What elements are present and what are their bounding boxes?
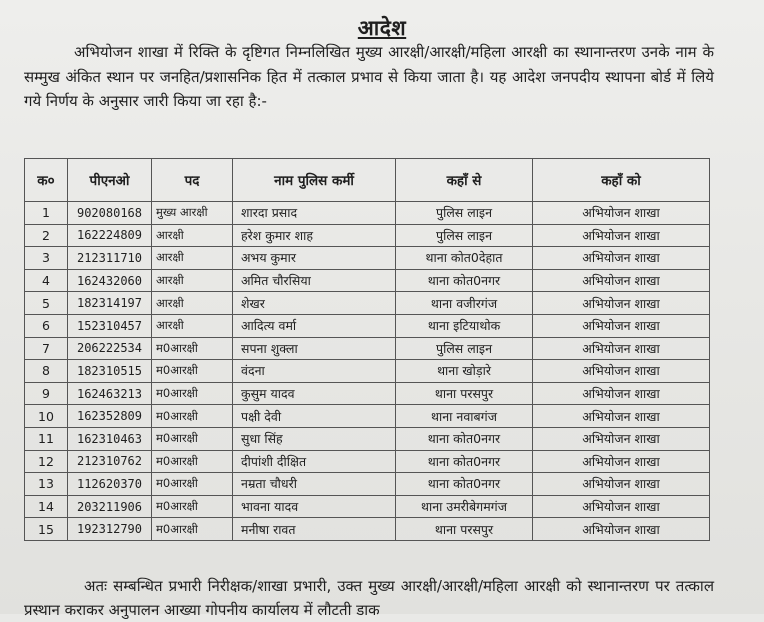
cell-to: अभियोजन शाखा	[533, 518, 710, 541]
cell-from: थाना कोत0नगर	[396, 450, 533, 473]
table-row	[25, 473, 710, 496]
cell-pno: 203211906	[68, 495, 152, 518]
cell-post: आरक्षी	[152, 224, 233, 247]
cell-pno: 162432060	[68, 269, 152, 292]
cell-to: अभियोजन शाखा	[533, 382, 710, 405]
intro-paragraph: अभियोजन शाखा में रिक्ति के दृष्टिगत निम्नलिखित मुख्य आरक्षी/आरक्षी/महिला आरक्षी का स्थानान्तरण उनके नाम के सम्मुख अंकित स्थान पर जनहित/प्रशासनिक हित में तत्काल प्रभाव से किया जाता है। यह आदेश जनपदीय स्थापना बोर्ड में लिये गये निर्णय के अनुसार जारी किया जा रहा है:-	[24, 43, 714, 110]
cell-pno: 182314197	[68, 292, 152, 315]
footer-paragraph: अतः सम्बन्धित प्रभारी निरीक्षक/शाखा प्रभारी, उक्त मुख्य आरक्षी/आरक्षी/महिला आरक्षी को स्थानान्तरण पर तत्काल प्रस्थान कराकर अनुपालन आख्या गोपनीय कार्यालय में लौटती डाक	[24, 577, 714, 619]
cell-post: म0आरक्षी	[152, 518, 233, 541]
cell-pno: 902080168	[68, 202, 152, 225]
cell-to: अभियोजन शाखा	[533, 473, 710, 496]
header-pno: पीएनओ	[68, 159, 152, 202]
cell-from: थाना नवाबगंज	[396, 405, 533, 428]
cell-from: थाना वजीरगंज	[396, 292, 533, 315]
transfer-table	[24, 158, 710, 541]
cell-post: आरक्षी	[152, 269, 233, 292]
cell-sn: 12	[25, 450, 68, 473]
cell-pno: 212311710	[68, 247, 152, 270]
cell-sn: 3	[25, 247, 68, 270]
cell-post: म0आरक्षी	[152, 382, 233, 405]
cell-sn: 6	[25, 314, 68, 337]
cell-to: अभियोजन शाखा	[533, 405, 710, 428]
cell-sn: 4	[25, 269, 68, 292]
cell-pno: 212310762	[68, 450, 152, 473]
cell-from: पुलिस लाइन	[396, 202, 533, 225]
table-row	[25, 314, 710, 337]
cell-sn: 10	[25, 405, 68, 428]
table-row	[25, 518, 710, 541]
cell-from: थाना परसपुर	[396, 382, 533, 405]
cell-from: थाना परसपुर	[396, 518, 533, 541]
cell-to: अभियोजन शाखा	[533, 202, 710, 225]
cell-sn: 9	[25, 382, 68, 405]
cell-post: म0आरक्षी	[152, 495, 233, 518]
table-row	[25, 450, 710, 473]
cell-pno: 206222534	[68, 337, 152, 360]
cell-to: अभियोजन शाखा	[533, 450, 710, 473]
cell-name: वंदना	[233, 360, 396, 383]
table-row	[25, 405, 710, 428]
cell-name: नम्रता चौधरी	[233, 473, 396, 496]
cell-post: म0आरक्षी	[152, 360, 233, 383]
cell-post: आरक्षी	[152, 314, 233, 337]
cell-from: थाना उमरीबेगमगंज	[396, 495, 533, 518]
cell-sn: 11	[25, 427, 68, 450]
cell-sn: 1	[25, 202, 68, 225]
table-body	[25, 202, 710, 541]
cell-name: सुधा सिंह	[233, 427, 396, 450]
table-row	[25, 247, 710, 270]
header-name: नाम पुलिस कर्मी	[233, 159, 396, 202]
table-row	[25, 360, 710, 383]
cell-pno: 112620370	[68, 473, 152, 496]
cell-sn: 14	[25, 495, 68, 518]
table-header-row	[25, 159, 710, 202]
cell-name: पक्षी देवी	[233, 405, 396, 428]
table-row	[25, 337, 710, 360]
cell-from: पुलिस लाइन	[396, 224, 533, 247]
table-row	[25, 202, 710, 225]
cell-post: म0आरक्षी	[152, 427, 233, 450]
table-row	[25, 292, 710, 315]
cell-to: अभियोजन शाखा	[533, 247, 710, 270]
cell-name: दीपांशी दीक्षित	[233, 450, 396, 473]
cell-post: म0आरक्षी	[152, 337, 233, 360]
cell-post: मुख्य आरक्षी	[152, 202, 233, 225]
cell-to: अभियोजन शाखा	[533, 314, 710, 337]
cell-pno: 152310457	[68, 314, 152, 337]
cell-name: शेखर	[233, 292, 396, 315]
cell-from: थाना खोड़ारे	[396, 360, 533, 383]
cell-name: अभय कुमार	[233, 247, 396, 270]
cell-post: म0आरक्षी	[152, 450, 233, 473]
cell-to: अभियोजन शाखा	[533, 360, 710, 383]
cell-sn: 7	[25, 337, 68, 360]
cell-name: कुसुम यादव	[233, 382, 396, 405]
cell-name: भावना यादव	[233, 495, 396, 518]
cell-sn: 15	[25, 518, 68, 541]
header-from: कहाँ से	[396, 159, 533, 202]
cell-to: अभियोजन शाखा	[533, 292, 710, 315]
cell-sn: 8	[25, 360, 68, 383]
cell-sn: 13	[25, 473, 68, 496]
cell-post: म0आरक्षी	[152, 405, 233, 428]
header-post: पद	[152, 159, 233, 202]
cell-name: हरेश कुमार शाह	[233, 224, 396, 247]
cell-pno: 162463213	[68, 382, 152, 405]
cell-to: अभियोजन शाखा	[533, 337, 710, 360]
cell-from: पुलिस लाइन	[396, 337, 533, 360]
cell-name: अमित चौरसिया	[233, 269, 396, 292]
cell-post: आरक्षी	[152, 247, 233, 270]
table-row	[25, 269, 710, 292]
cell-name: आदित्य वर्मा	[233, 314, 396, 337]
table-row	[25, 382, 710, 405]
cell-post: आरक्षी	[152, 292, 233, 315]
cell-from: थाना कोत0नगर	[396, 473, 533, 496]
cell-to: अभियोजन शाखा	[533, 427, 710, 450]
cell-pno: 162224809	[68, 224, 152, 247]
table-row	[25, 495, 710, 518]
cell-pno: 192312790	[68, 518, 152, 541]
cell-from: थाना कोत0देहात	[396, 247, 533, 270]
cell-name: शारदा प्रसाद	[233, 202, 396, 225]
cell-to: अभियोजन शाखा	[533, 495, 710, 518]
cell-pno: 162352809	[68, 405, 152, 428]
table-row	[25, 224, 710, 247]
cell-sn: 2	[25, 224, 68, 247]
cell-pno: 162310463	[68, 427, 152, 450]
cell-name: सपना शुक्ला	[233, 337, 396, 360]
cell-to: अभियोजन शाखा	[533, 224, 710, 247]
header-sn: क०	[25, 159, 68, 202]
cell-post: म0आरक्षी	[152, 473, 233, 496]
cell-pno: 182310515	[68, 360, 152, 383]
cell-from: थाना कोत0नगर	[396, 427, 533, 450]
table-row	[25, 427, 710, 450]
cell-sn: 5	[25, 292, 68, 315]
cell-from: थाना कोत0नगर	[396, 269, 533, 292]
cell-from: थाना इटियाथोक	[396, 314, 533, 337]
header-to: कहाँ को	[533, 159, 710, 202]
cell-to: अभियोजन शाखा	[533, 269, 710, 292]
cell-name: मनीषा रावत	[233, 518, 396, 541]
order-title: आदेश	[357, 16, 407, 40]
